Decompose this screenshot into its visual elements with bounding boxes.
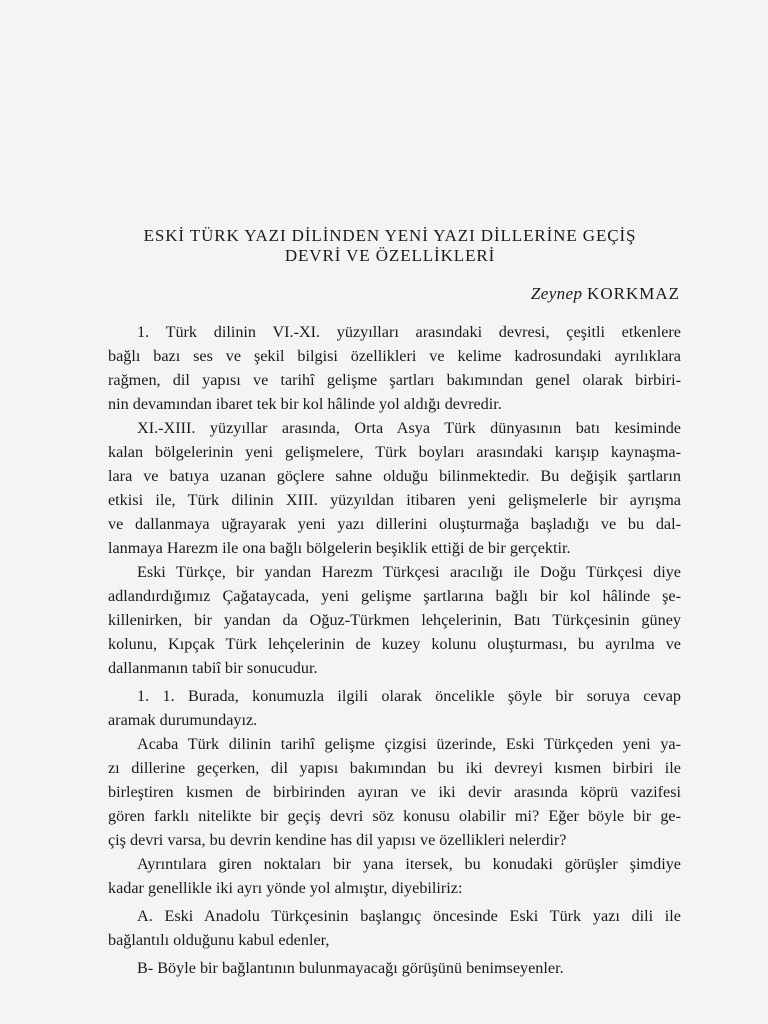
text-line: kolunu, Kıpçak Türk lehçelerinin de kuzey kolunu oluşturması, bu ayrılma ve [108, 635, 681, 653]
text-line: lanmaya Harezm ile ona bağlı bölgelerin beşiklik ettiği de bir gerçektir. [108, 539, 571, 557]
text-line: gören farklı nitelikte bir geçiş devri söz konusu olabilir mi? Eğer böyle bir ge- [108, 807, 681, 825]
text-line: A. Eski Anadolu Türkçesinin başlangıç öncesinde Eski Türk yazı dili ile [137, 907, 681, 925]
author-given-name: Zeynep [530, 284, 583, 303]
text-line: aramak durumundayız. [108, 711, 258, 729]
text-line: killenirken, bir yandan da Oğuz-Türkmen lehçelerinin, Batı Türkçesinin güney [108, 611, 681, 629]
text-line: birleştiren kısmen de birbirinden ayıran ve iki devir arasında köprü vazifesi [108, 783, 681, 801]
text-line: bağlı bazı ses ve şekil bilgisi özellikleri ve kelime kadrosundaki ayrılıklara [108, 347, 681, 365]
text-line: rağmen, dil yapısı ve tarihî gelişme şartları bakımından genel olarak birbiri- [108, 371, 681, 389]
text-line: zı dillerine geçerken, dil yapısı bakımından bu iki devreyi kısmen birbiri ile [108, 759, 681, 777]
text-line: Eski Türkçe, bir yandan Harezm Türkçesi aracılığı ile Doğu Türkçesi diye [137, 563, 681, 581]
text-line: ve dallanmaya uğrayarak yeni yazı dillerini oluşturmağa başladığı ve bu dal- [108, 515, 681, 533]
text-line: 1. Türk dilinin VI.-XI. yüzyılları arasındaki devresi, çeşitli etkenlere [137, 323, 681, 341]
text-line: etkisi ile, Türk dilinin XIII. yüzyıldan itibaren yeni gelişmelerle bir ayrışma [108, 491, 681, 509]
text-line: Acaba Türk dilinin tarihî gelişme çizgisi üzerinde, Eski Türkçeden yeni ya- [137, 735, 681, 753]
article-title-line-2: DEVRİ VE ÖZELLİKLERİ [284, 246, 496, 265]
text-line: adlandırdığımız Çağataycada, yeni gelişme şartlarına bağlı bir kol hâlinde şe- [108, 587, 681, 605]
text-line: lara ve batıya uzanan göçlere sahne olduğu bilinmektedir. Bu değişik şartların [108, 467, 681, 485]
text-line: XI.-XIII. yüzyıllar arasında, Orta Asya Türk dünyasının batı kesiminde [137, 419, 681, 437]
author-name [531, 284, 680, 304]
text-line: nin devamından ibaret tek bir kol hâlinde yol aldığı devredir. [108, 395, 502, 413]
text-line: Ayrıntılara giren noktaları bir yana itersek, bu konudaki görüşler şimdiye [137, 855, 681, 873]
text-line: kadar genellikle iki ayrı yönde yol almıştır, diyebiliriz: [108, 879, 463, 897]
text-line: B- Böyle bir bağlantının bulunmayacağı görüşünü benimseyenler. [137, 959, 564, 977]
text-line: kalan bölgelerinin yeni gelişmelere, Türk boyları arasındaki karışıp kaynaşma- [108, 443, 681, 461]
text-line: dallanmanın tabiî bir sonucudur. [108, 659, 318, 677]
text-line: çiş devri varsa, bu devrin kendine has dil yapısı ve özellikleri nelerdir? [108, 831, 567, 849]
author-surname: KORKMAZ [587, 284, 680, 303]
article-title-line-1: ESKİ TÜRK YAZI DİLİNDEN YENİ YAZI DİLLERİNE GEÇİŞ [143, 226, 637, 245]
text-line: bağlantılı olduğunu kabul edenler, [108, 931, 330, 949]
text-line: 1. 1. Burada, konumuzla ilgili olarak öncelikle şöyle bir soruya cevap [137, 687, 681, 705]
